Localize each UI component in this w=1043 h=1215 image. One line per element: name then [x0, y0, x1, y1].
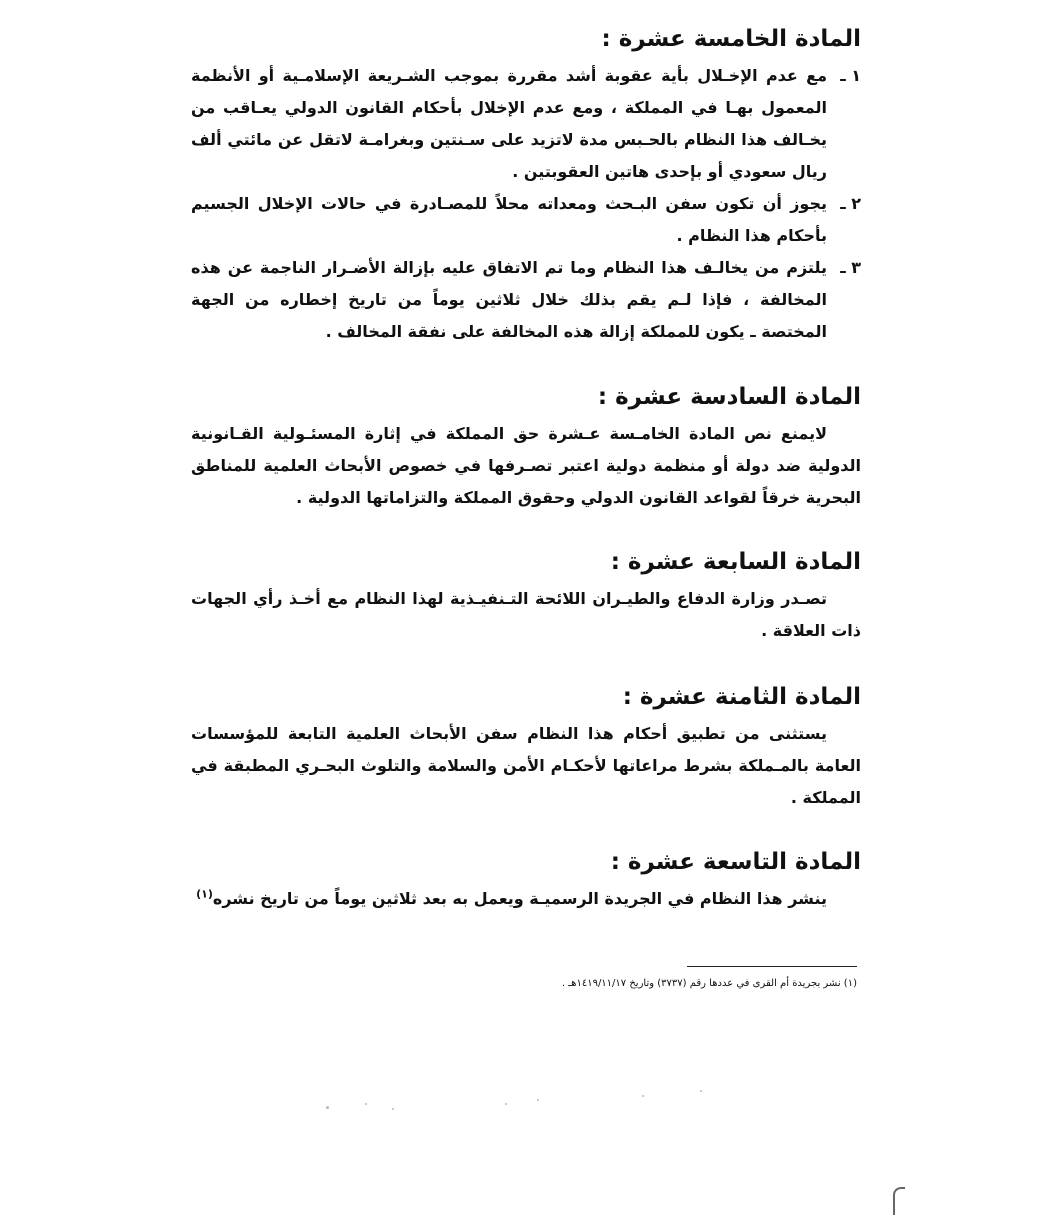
article-heading: المادة الثامنة عشرة :: [622, 684, 861, 710]
article-heading: المادة التاسعة عشرة :: [610, 849, 861, 875]
footnote: (١) نشر بجريدة أم القرى في عددها رقم (٣٧٣٧) وتاريخ ١٤١٩/١١/١٧هـ .: [561, 978, 857, 989]
article-text: تصـدر وزارة الدفاع والطيـران اللائحة التـنفيـذية لهذا النظام مع أخـذ رأي الجهات ذات العلاقة .: [191, 589, 861, 640]
article-17: [191, 545, 861, 647]
article-heading: المادة السابعة عشرة :: [610, 549, 861, 575]
scan-speck: [700, 1090, 702, 1092]
item-text: يجوز أن تكون سفن البـحث ومعداته محلاً للمصـادرة في حالات الإخلال الجسيم بأحكام هذا النظام .: [191, 194, 827, 245]
footnote-reference: (١): [196, 887, 213, 901]
item-number: ٢ ـ: [840, 194, 861, 213]
scan-speck: [392, 1108, 394, 1110]
scan-speck: [642, 1095, 644, 1097]
article-19: [191, 845, 861, 915]
numbered-item: [191, 252, 861, 348]
numbered-item: [191, 60, 861, 188]
scan-speck: [365, 1103, 367, 1105]
article-heading: المادة السادسة عشرة :: [597, 384, 861, 410]
article-text: لايمنع نص المادة الخامـسة عـشرة حق المملكة في إثارة المسئـولية القـانونية الدولية ضد دولة أو منظمة دولية اعتبر تصـرفها في خصوص الأبحاث العلمية للمناطق البحرية خرقاً لقواعد القانون الدولي وحقوق المملكة والتزاماتها الدولية .: [191, 424, 861, 507]
scan-speck: [326, 1106, 329, 1109]
item-text: مع عدم الإخـلال بأية عقوبة أشد مقررة بموجب الشـريعة الإسلامـية أو الأنظمة المعمول بهـا في المملكة ، ومع عدم الإخلال بأحكام القانون الدولي يعـاقب من يخـالف هذا النظام بالحـبس مدة لاتزيد على سـنتين وبغرامـة لاتقل عن مائتي ألف ريال سعودي أو بإحدى هاتين العقوبتين .: [191, 66, 827, 181]
item-number: ١ ـ: [840, 66, 861, 85]
article-18: [191, 680, 861, 814]
item-number: ٣ ـ: [840, 258, 861, 277]
article-text-body: ينشر هذا النظام في الجريدة الرسميـة ويعمل به بعد ثلاثين يوماً من تاريخ نشره: [212, 889, 827, 908]
numbered-item: [191, 188, 861, 252]
footnote-divider: [687, 966, 857, 967]
article-15: [191, 22, 861, 348]
article-text: يستثنى من تطبيق أحكام هذا النظام سفن الأبحاث العلمية التابعة للمؤسسات العامة بالمـملكة بشرط مراعاتها لأحكـام الأمن والسلامة والتلوث البحـري المطبقة في المملكة .: [191, 724, 861, 807]
item-text: يلتزم من يخالـف هذا النظام وما تم الاتفاق عليه بإزالة الأضـرار الناجمة عن هذه المخالفة ، فإذا لـم يقم بذلك خلال ثلاثين يوماً من تاريخ إخطاره من الجهة المختصة ـ يكون للمملكة إزالة هذه المخالفة على نفقة المخالف .: [191, 258, 827, 341]
scan-bracket-mark: [893, 1187, 905, 1215]
article-16: [191, 380, 861, 514]
scan-speck: [505, 1103, 507, 1105]
article-text: [191, 883, 861, 915]
scan-speck: [537, 1099, 539, 1101]
article-heading: المادة الخامسة عشرة :: [601, 26, 861, 52]
